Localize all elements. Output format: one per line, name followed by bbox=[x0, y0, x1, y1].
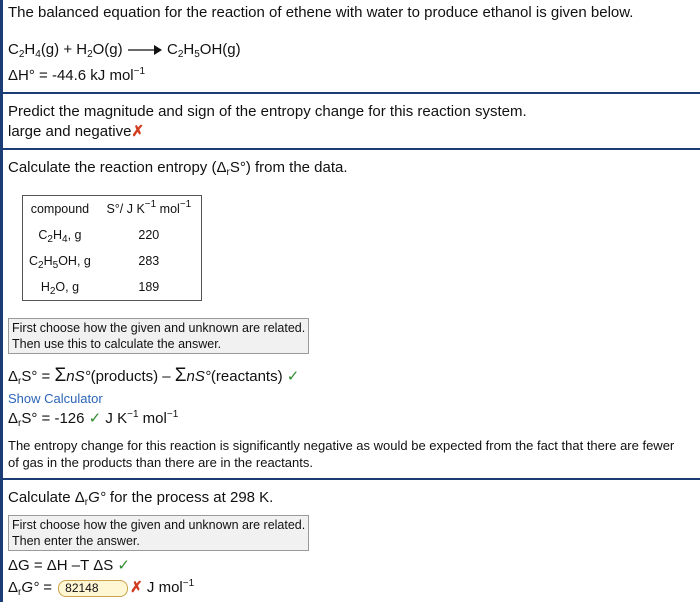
hint-line: Then enter the answer. bbox=[12, 534, 140, 548]
enthalpy-value: ΔH° = -44.6 kJ mol$^{-1}$ bbox=[8, 66, 146, 84]
header-entropy: S°/ J $K^{-1}$ mol$^{-1}$ bbox=[106, 199, 192, 216]
hint-line: First choose how the given and unknown are related. bbox=[12, 518, 306, 532]
hint-box bbox=[8, 515, 309, 551]
table-row bbox=[23, 222, 202, 248]
table-row bbox=[23, 274, 202, 301]
entropy-data-table bbox=[22, 195, 202, 301]
q1-answer: large and negative✗ bbox=[8, 123, 145, 140]
gibbs-relation: ΔG = ΔH –T ΔS ✓ bbox=[8, 557, 130, 574]
q3-prompt: Calculate $\Delta_rG^\circ$ for the process at 298 K. bbox=[8, 489, 274, 508]
compound-cell: $C_2H_5OH$, g bbox=[29, 254, 91, 271]
correct-check-icon: ✓ bbox=[88, 410, 102, 427]
q1-prompt: Predict the magnitude and sign of the entropy change for this reaction system. bbox=[8, 103, 527, 120]
hint-line: First choose how the given and unknown are related. bbox=[12, 321, 306, 335]
header-compound: compound bbox=[30, 202, 90, 216]
left-accent-bar bbox=[0, 0, 3, 602]
section-divider bbox=[0, 148, 700, 150]
correct-check-icon: ✓ bbox=[117, 557, 130, 574]
gibbs-answer-input[interactable]: 82148 bbox=[58, 580, 128, 597]
hint-box bbox=[8, 318, 309, 354]
entropy-cell: 220 bbox=[138, 228, 160, 242]
entropy-relation: $\Delta_rS^\circ$ = ΣnS°(products) – ΣnS°(reactants) ✓ bbox=[8, 365, 300, 387]
q2-prompt: Calculate the reaction entropy $(\Delta_rS^\circ)$ from the data. bbox=[8, 159, 348, 178]
section-divider bbox=[0, 92, 700, 94]
hint-line: Then use this to calculate the answer. bbox=[12, 337, 222, 351]
correct-check-icon: ✓ bbox=[286, 368, 300, 385]
gibbs-answer-row: $\Delta_rG^\circ = 82148$ ✗ J mol$^{-1}$ bbox=[8, 578, 195, 598]
intro-text: The balanced equation for the reaction of ethene with water to produce ethanol is given below. bbox=[8, 4, 634, 21]
entropy-cell: 283 bbox=[138, 254, 160, 268]
section-divider bbox=[0, 478, 700, 480]
compound-cell: $H_2O$, g bbox=[40, 280, 80, 297]
entropy-result: $\Delta_rS^\circ = -126$ ✓ J $K^{-1}$ mol$^{-1}$ bbox=[8, 409, 179, 429]
incorrect-mark-icon: ✗ bbox=[130, 579, 143, 596]
balanced-equation: $C_2H_4(g) + H_2O(g)$ $C_2H_5OH(g)$ bbox=[8, 41, 241, 60]
explanation-text: The entropy change for this reaction is significantly negative as would be expected from the fact that there are fewer of gas in the products than there are in the reactants. bbox=[8, 438, 675, 470]
incorrect-mark-icon: ✗ bbox=[131, 123, 145, 140]
entropy-cell: 189 bbox=[138, 280, 160, 294]
table-row bbox=[23, 248, 202, 274]
compound-cell: $C_2H_4$, g bbox=[38, 228, 82, 245]
reaction-arrow-icon bbox=[127, 43, 163, 57]
show-calculator-link[interactable]: Show Calculator bbox=[8, 391, 103, 406]
table-header-row bbox=[23, 196, 202, 223]
